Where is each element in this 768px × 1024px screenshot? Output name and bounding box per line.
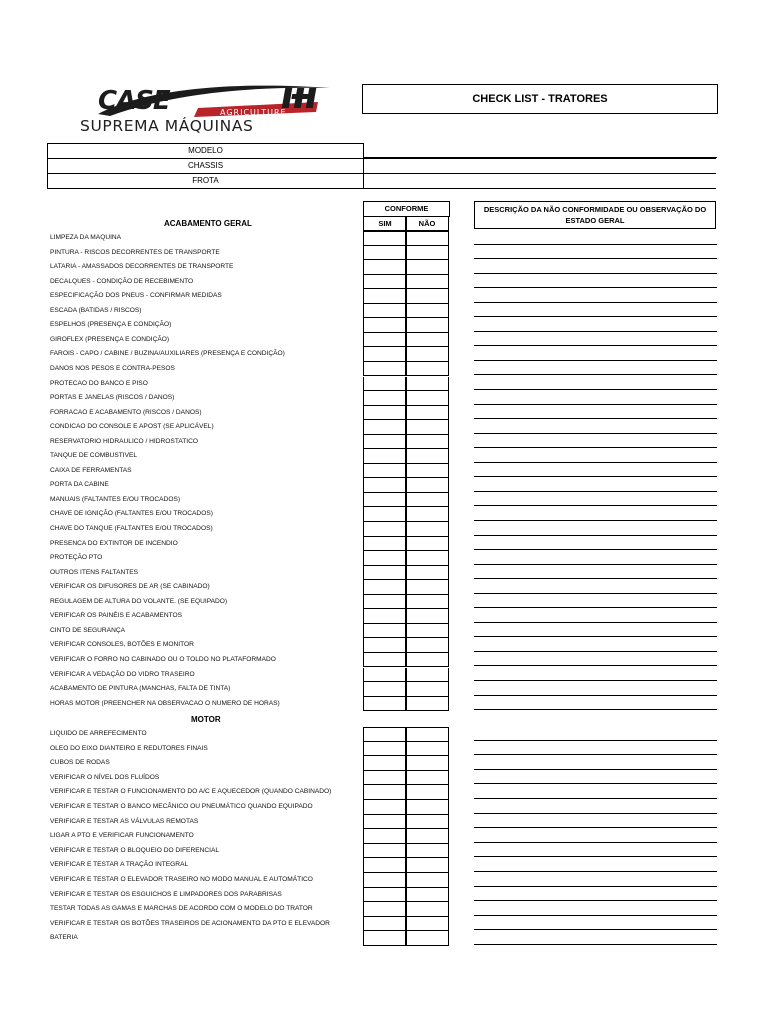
checklist-item-label: TESTAR TODAS AS GAMAS E MARCHAS DE ACORDO COM O MODELO DO TRATOR <box>50 905 313 913</box>
checklist-item-label: FORRACAO E ACABAMENTO (RISCOS / DANOS) <box>50 408 202 416</box>
nao-checkbox-cell[interactable] <box>405 289 449 304</box>
checklist-row <box>0 653 768 668</box>
checklist-item-label: LIGAR A PTO E VERIFICAR FUNCIONAMENTO <box>50 832 194 840</box>
description-line[interactable] <box>474 578 717 579</box>
description-line[interactable] <box>474 476 717 477</box>
description-line[interactable] <box>474 783 717 784</box>
section-heading-motor: MOTOR <box>191 715 221 724</box>
checklist-item-label: VERIFICAR E TESTAR O BLOQUEIO DO DIFERENCIAL <box>50 846 220 854</box>
nao-checkbox-cell[interactable] <box>405 231 449 246</box>
checklist-item-label: VERIFICAR E TESTAR AS VÁLVULAS REMOTAS <box>50 817 199 825</box>
description-line[interactable] <box>474 374 717 375</box>
checklist-row <box>0 697 768 712</box>
description-line[interactable] <box>474 535 717 536</box>
sim-checkbox-cell[interactable] <box>363 478 407 493</box>
nao-checkbox-cell[interactable] <box>405 406 449 421</box>
sim-checkbox-cell[interactable] <box>363 727 407 742</box>
checklist-item-label: VERIFICAR E TESTAR OS BOTÕES TRASEIROS DE ACIONAMENTO DA PTO E ELEVADOR <box>50 919 330 927</box>
checklist-row <box>0 304 768 319</box>
id-label-frota: FROTA <box>47 173 364 188</box>
checklist-row <box>0 609 768 624</box>
description-line[interactable] <box>474 636 717 637</box>
checklist-row <box>0 858 768 873</box>
nao-checkbox-cell[interactable] <box>405 697 449 712</box>
sim-checkbox-cell[interactable] <box>363 362 407 377</box>
nao-checkbox-cell[interactable] <box>405 595 449 610</box>
sim-checkbox-cell[interactable] <box>363 246 407 261</box>
description-line[interactable] <box>474 433 717 434</box>
description-line[interactable] <box>474 856 717 857</box>
sim-checkbox-cell[interactable] <box>363 902 407 917</box>
checklist-item-label: CONDICAO DO CONSOLE E APOST (SE APLICÁVEL) <box>50 423 214 431</box>
checklist-item-label: HORAS MOTOR (PREENCHER NA OBSERVACAO O NUMERO DE HORAS) <box>50 699 280 707</box>
page-title: CHECK LIST - TRATORES <box>362 84 718 114</box>
checklist-row <box>0 464 768 479</box>
checklist-row <box>0 742 768 757</box>
sim-checkbox-cell[interactable] <box>363 873 407 888</box>
checklist-row <box>0 829 768 844</box>
checklist-item-label: PROTEÇÃO PTO <box>50 554 103 562</box>
description-line[interactable] <box>474 520 717 521</box>
checklist-item-label: DECALQUES - CONDIÇÃO DE RECEBIMENTO <box>50 277 194 285</box>
checklist-item-label: PROTECAO DO BANCO E PISO <box>50 379 148 387</box>
description-line[interactable] <box>474 302 717 303</box>
sim-checkbox-cell[interactable] <box>363 815 407 830</box>
description-line[interactable] <box>474 813 717 814</box>
sim-checkbox-cell[interactable] <box>363 668 407 683</box>
sim-checkbox-cell[interactable] <box>363 464 407 479</box>
checklist-item-label: ESPELHOS (PRESENÇA E CONDIÇÃO) <box>50 321 172 329</box>
nao-checkbox-cell[interactable] <box>405 347 449 362</box>
sim-checkbox-cell[interactable] <box>363 697 407 712</box>
checklist-item-label: OLEO DO EIXO DIANTEIRO E REDUTORES FINAIS <box>50 744 208 752</box>
checklist-item-label: VERIFICAR O NÍVEL DOS FLUÍDOS <box>50 773 160 781</box>
checklist-item-label: RESERVATORIO HIDRAULICO / HIDROSTATICO <box>50 437 199 445</box>
nao-checkbox-cell[interactable] <box>405 727 449 742</box>
description-line[interactable] <box>474 491 717 492</box>
checklist-item-label: VERIFICAR E TESTAR O ELEVADOR TRASEIRO NO MODO MANUAL E AUTOMÁTICO <box>50 876 313 883</box>
checklist-row <box>0 420 768 435</box>
nao-checkbox-cell[interactable] <box>405 668 449 683</box>
checklist-row <box>0 537 768 552</box>
checklist-item-label: VERIFICAR E TESTAR O FUNCIONAMENTO DO A/C E AQUECEDOR (QUANDO CABINADO) <box>50 788 332 796</box>
checklist-row <box>0 785 768 800</box>
description-line[interactable] <box>474 404 717 405</box>
description-line[interactable] <box>474 929 717 930</box>
sim-checkbox-cell[interactable] <box>363 507 407 522</box>
description-line[interactable] <box>474 886 717 887</box>
section-heading-acabamento: ACABAMENTO GERAL <box>164 219 252 228</box>
checklist-item-label: VERIFICAR CONSOLES, BOTÕES E MONITOR <box>50 641 194 649</box>
sim-checkbox-cell[interactable] <box>363 391 407 406</box>
nao-checkbox-cell[interactable] <box>405 362 449 377</box>
nao-checkbox-cell[interactable] <box>405 377 449 392</box>
nao-checkbox-cell[interactable] <box>405 829 449 844</box>
description-line[interactable] <box>474 244 717 245</box>
description-line[interactable] <box>474 447 717 448</box>
checklist-item-label: CUBOS DE RODAS <box>50 759 110 767</box>
id-label-chassis: CHASSIS <box>47 158 364 173</box>
checklist-row <box>0 580 768 595</box>
sim-checkbox-cell[interactable] <box>363 449 407 464</box>
sim-checkbox-cell[interactable] <box>363 260 407 275</box>
sim-checkbox-cell[interactable] <box>363 231 407 246</box>
description-line[interactable] <box>474 842 717 843</box>
nao-checkbox-cell[interactable] <box>405 333 449 348</box>
description-line[interactable] <box>474 680 717 681</box>
nao-checkbox-cell[interactable] <box>405 931 449 946</box>
checklist-item-label: ESPECIFICAÇÃO DOS PNEUS - CONFIRMAR MEDIDAS <box>50 292 222 300</box>
nao-checkbox-cell[interactable] <box>405 785 449 800</box>
nao-checkbox-cell[interactable] <box>405 464 449 479</box>
nao-checkbox-cell[interactable] <box>405 815 449 830</box>
description-line[interactable] <box>474 593 717 594</box>
sim-checkbox-cell[interactable] <box>363 522 407 537</box>
sim-header: SIM <box>363 216 407 231</box>
checklist-row <box>0 347 768 362</box>
nao-checkbox-cell[interactable] <box>405 902 449 917</box>
sim-checkbox-cell[interactable] <box>363 304 407 319</box>
checklist-row <box>0 435 768 450</box>
id-row-frota[interactable] <box>47 173 716 189</box>
description-line[interactable] <box>474 316 717 317</box>
nao-checkbox-cell[interactable] <box>405 682 449 697</box>
sim-checkbox-cell[interactable] <box>363 829 407 844</box>
nao-checkbox-cell[interactable] <box>405 493 449 508</box>
checklist-row <box>0 333 768 348</box>
checklist-item-label: LIQUIDO DE ARREFECIMENTO <box>50 730 147 737</box>
checklist-row <box>0 449 768 464</box>
checklist-item-label: CHAVE DE IGNIÇÃO (FALTANTES E/OU TROCADOS) <box>50 510 213 518</box>
sim-checkbox-cell[interactable] <box>363 844 407 859</box>
checklist-row <box>0 800 768 815</box>
nao-checkbox-cell[interactable] <box>405 318 449 333</box>
sim-checkbox-cell[interactable] <box>363 785 407 800</box>
sim-checkbox-cell[interactable] <box>363 580 407 595</box>
description-line[interactable] <box>474 273 717 274</box>
checklist-row <box>0 362 768 377</box>
checklist-item-label: PORTAS E JANELAS (RISCOS / DANOS) <box>50 394 175 402</box>
checklist-row <box>0 478 768 493</box>
nao-checkbox-cell[interactable] <box>405 391 449 406</box>
sim-checkbox-cell[interactable] <box>363 406 407 421</box>
sim-checkbox-cell[interactable] <box>363 566 407 581</box>
checklist-item-label: ESCADA (BATIDAS / RISCOS) <box>50 306 142 314</box>
checklist-item-label: VERIFICAR E TESTAR OS ESGUICHOS E LIMPADORES DOS PARABRISAS <box>50 890 282 898</box>
sim-checkbox-cell[interactable] <box>363 347 407 362</box>
description-line[interactable] <box>474 944 717 945</box>
checklist-item-label: CHAVE DO TANQUE (FALTANTES E/OU TROCADOS) <box>50 525 213 532</box>
sim-checkbox-cell[interactable] <box>363 624 407 639</box>
checklist-item-label: CAIXA DE FERRAMENTAS <box>50 466 132 474</box>
description-line[interactable] <box>474 549 717 550</box>
checklist-item-label: VERIFICAR OS PAINÉIS E ACABAMENTOS <box>50 612 183 620</box>
checklist-row <box>0 888 768 903</box>
checklist-item-label: DANOS NOS PESOS E CONTRA-PESOS <box>50 364 175 372</box>
checklist-item-label: LIMPEZA DA MAQUINA <box>50 234 122 241</box>
description-line[interactable] <box>474 798 717 799</box>
checklist-row <box>0 917 768 932</box>
checklist-row <box>0 624 768 639</box>
sim-checkbox-cell[interactable] <box>363 931 407 946</box>
description-line[interactable] <box>474 695 717 696</box>
description-line[interactable] <box>474 769 717 770</box>
checklist-row <box>0 566 768 581</box>
checklist-item-label: PORTA DA CABINE <box>50 481 109 489</box>
nao-checkbox-cell[interactable] <box>405 609 449 624</box>
description-line[interactable] <box>474 651 717 652</box>
case-logo-icon <box>80 84 340 118</box>
checklist-item-label: VERIFICAR OS DIFUSORES DE AR (SE CABINADO) <box>50 583 210 591</box>
conforme-header: CONFORME <box>363 201 450 217</box>
sim-checkbox-cell[interactable] <box>363 771 407 786</box>
sim-checkbox-cell[interactable] <box>363 420 407 435</box>
nao-checkbox-cell[interactable] <box>405 275 449 290</box>
checklist-row <box>0 493 768 508</box>
checklist-row <box>0 771 768 786</box>
nao-checkbox-cell[interactable] <box>405 304 449 319</box>
checklist-item-label: MANUAIS (FALTANTES E/OU TROCADOS) <box>50 495 181 503</box>
checklist-row <box>0 815 768 830</box>
checklist-item-label: REGULAGEM DE ALTURA DO VOLANTE. (SE EQUIPADO) <box>50 597 228 605</box>
sim-checkbox-cell[interactable] <box>363 493 407 508</box>
checklist-item-label: VERIFICAR A VEDAÇÃO DO VIDRO TRASEIRO <box>50 670 195 678</box>
nao-checkbox-cell[interactable] <box>405 844 449 859</box>
description-line[interactable] <box>474 827 717 828</box>
checklist-item-label: FAROIS - CAPO / CABINE / BUZINA/AUXILIARES (PRESENÇA E CONDIÇÃO) <box>50 350 285 358</box>
nao-checkbox-cell[interactable] <box>405 478 449 493</box>
sim-checkbox-cell[interactable] <box>363 638 407 653</box>
sim-checkbox-cell[interactable] <box>363 609 407 624</box>
checklist-row <box>0 522 768 537</box>
nao-checkbox-cell[interactable] <box>405 522 449 537</box>
svg-text:AGRICULTURE: AGRICULTURE <box>220 108 287 117</box>
sim-checkbox-cell[interactable] <box>363 289 407 304</box>
checklist-item-label: PINTURA - RISCOS DECORRENTES DE TRANSPORTE <box>50 248 220 256</box>
nao-checkbox-cell[interactable] <box>405 742 449 757</box>
nao-checkbox-cell[interactable] <box>405 771 449 786</box>
description-line[interactable] <box>474 389 717 390</box>
nao-checkbox-cell[interactable] <box>405 800 449 815</box>
checklist-item-label: CINTO DE SEGURANÇA <box>50 626 125 634</box>
checklist-row <box>0 318 768 333</box>
checklist-row <box>0 231 768 246</box>
description-line[interactable] <box>474 462 717 463</box>
sim-checkbox-cell[interactable] <box>363 333 407 348</box>
sim-checkbox-cell[interactable] <box>363 858 407 873</box>
description-line[interactable] <box>474 258 717 259</box>
checklist-row <box>0 844 768 859</box>
description-line[interactable] <box>474 871 717 872</box>
nao-checkbox-cell[interactable] <box>405 566 449 581</box>
description-header-text: DESCRIÇÃO DA NÃO CONFORMIDADE OU OBSERVAÇÃO DO ESTADO GERAL <box>483 205 707 225</box>
description-line[interactable] <box>474 360 717 361</box>
nao-checkbox-cell[interactable] <box>405 888 449 903</box>
id-divider <box>363 157 717 158</box>
description-line[interactable] <box>474 564 717 565</box>
sim-checkbox-cell[interactable] <box>363 682 407 697</box>
nao-header: NÃO <box>405 216 449 231</box>
description-line[interactable] <box>474 418 717 419</box>
description-header <box>474 201 716 229</box>
description-line[interactable] <box>474 607 717 608</box>
checklist-row <box>0 377 768 392</box>
checklist-row <box>0 391 768 406</box>
description-line[interactable] <box>474 345 717 346</box>
checklist-row <box>0 756 768 771</box>
checklist-row <box>0 668 768 683</box>
description-line[interactable] <box>474 331 717 332</box>
sim-checkbox-cell[interactable] <box>363 595 407 610</box>
sim-checkbox-cell[interactable] <box>363 318 407 333</box>
description-line[interactable] <box>474 287 717 288</box>
sim-checkbox-cell[interactable] <box>363 742 407 757</box>
id-row-chassis[interactable] <box>47 158 716 174</box>
svg-text:CASE: CASE <box>98 86 170 116</box>
description-line[interactable] <box>474 709 717 710</box>
nao-checkbox-cell[interactable] <box>405 435 449 450</box>
checklist-row <box>0 275 768 290</box>
checklist-row <box>0 260 768 275</box>
nao-checkbox-cell[interactable] <box>405 873 449 888</box>
checklist-row <box>0 507 768 522</box>
checklist-row <box>0 595 768 610</box>
description-line[interactable] <box>474 740 717 741</box>
checklist-item-label: TANQUE DE COMBUSTIVEL <box>50 452 138 460</box>
checklist-item-label: PRESENCA DO EXTINTOR DE INCENDIO <box>50 539 178 547</box>
sim-checkbox-cell[interactable] <box>363 653 407 668</box>
nao-checkbox-cell[interactable] <box>405 507 449 522</box>
nao-checkbox-cell[interactable] <box>405 246 449 261</box>
sim-checkbox-cell[interactable] <box>363 888 407 903</box>
checklist-row <box>0 727 768 742</box>
nao-checkbox-cell[interactable] <box>405 260 449 275</box>
nao-checkbox-cell[interactable] <box>405 624 449 639</box>
checklist-row <box>0 289 768 304</box>
checklist-item-label: GIROFLEX (PRESENÇA E CONDIÇÃO) <box>50 335 170 343</box>
checklist-item-label: OUTROS ITENS FALTANTES <box>50 568 139 576</box>
nao-checkbox-cell[interactable] <box>405 551 449 566</box>
checklist-row <box>0 931 768 946</box>
description-line[interactable] <box>474 900 717 901</box>
sim-checkbox-cell[interactable] <box>363 551 407 566</box>
description-line[interactable] <box>474 754 717 755</box>
nao-checkbox-cell[interactable] <box>405 580 449 595</box>
description-line[interactable] <box>474 665 717 666</box>
nao-checkbox-cell[interactable] <box>405 537 449 552</box>
checklist-row <box>0 902 768 917</box>
description-line[interactable] <box>474 622 717 623</box>
checklist-row <box>0 406 768 421</box>
checklist-row <box>0 246 768 261</box>
sim-checkbox-cell[interactable] <box>363 537 407 552</box>
company-name: SUPREMA MÁQUINAS <box>80 117 254 135</box>
nao-checkbox-cell[interactable] <box>405 420 449 435</box>
nao-checkbox-cell[interactable] <box>405 917 449 932</box>
checklist-row <box>0 638 768 653</box>
checklist-item-label: VERIFICAR O FORRO NO CABINADO OU O TOLDO NO PLATAFORMADO <box>50 655 276 663</box>
sim-checkbox-cell[interactable] <box>363 377 407 392</box>
checklist-item-label: VERIFICAR E TESTAR O BANCO MECÂNICO OU PNEUMÁTICO QUANDO EQUIPADO <box>50 803 313 810</box>
description-line[interactable] <box>474 915 717 916</box>
nao-checkbox-cell[interactable] <box>405 756 449 771</box>
checklist-row <box>0 873 768 888</box>
sim-checkbox-cell[interactable] <box>363 275 407 290</box>
nao-checkbox-cell[interactable] <box>405 653 449 668</box>
id-label-modelo: MODELO <box>47 143 364 158</box>
checklist-item-label: ACABAMENTO DE PINTURA (MANCHAS, FALTA DE TINTA) <box>50 685 231 693</box>
nao-checkbox-cell[interactable] <box>405 638 449 653</box>
nao-checkbox-cell[interactable] <box>405 858 449 873</box>
checklist-row <box>0 682 768 697</box>
description-line[interactable] <box>474 505 717 506</box>
sim-checkbox-cell[interactable] <box>363 800 407 815</box>
sim-checkbox-cell[interactable] <box>363 756 407 771</box>
checklist-item-label: LATARIA - AMASSADOS DECORRENTES DE TRANSPORTE <box>50 263 234 271</box>
sim-checkbox-cell[interactable] <box>363 435 407 450</box>
nao-checkbox-cell[interactable] <box>405 449 449 464</box>
sim-checkbox-cell[interactable] <box>363 917 407 932</box>
checklist-item-label: VERIFICAR E TESTAR A TRAÇÃO INTEGRAL <box>50 861 189 869</box>
checklist-row <box>0 551 768 566</box>
checklist-item-label: BATERIA <box>50 934 78 942</box>
